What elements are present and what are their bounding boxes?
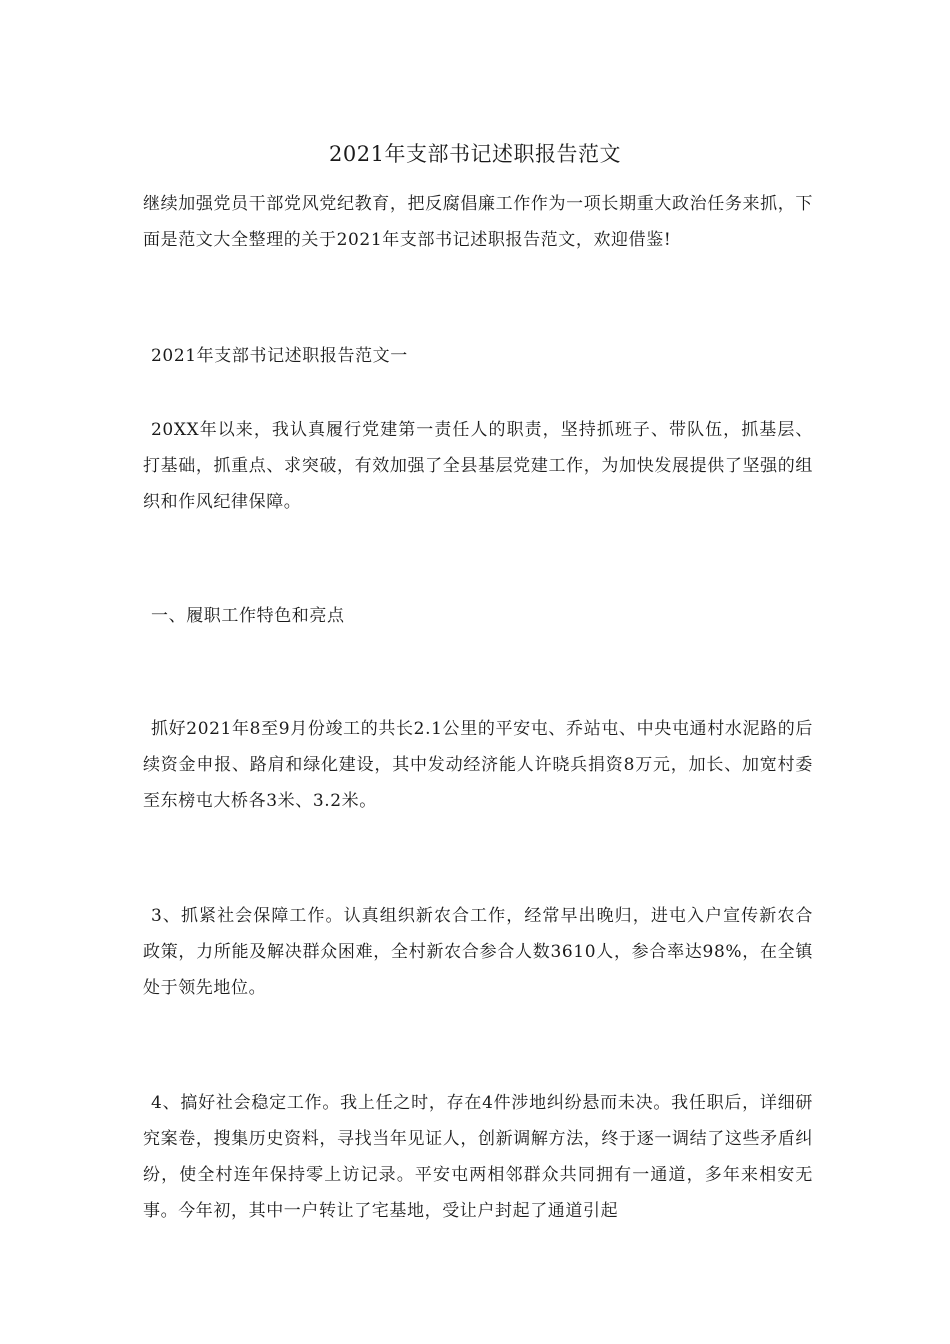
body-paragraph-4: 4、搞好社会稳定工作。我上任之时，存在4件涉地纠纷悬而未决。我任职后，详细研究案卷，搜集历史资料，寻找当年见证人，创新调解方法，终于逐一调结了这些矛盾纠纷，使全村连年保持零上访记录。平安屯两相邻群众共同拥有一通道，多年来相安无事。今年初，其中一户转让了宅基地，受让户封起了通道引起 (143, 1093, 813, 1221)
body-paragraph-2: 抓好2021年8至9月份竣工的共长2.1公里的平安屯、乔站屯、中央屯通村水泥路的后续资金申报、路肩和绿化建设，其中发动经济能人许晓兵捐资8万元，加长、加宽村委至东榜屯大桥各3米、3.2米。 (143, 719, 813, 811)
document-title: 2021年支部书记述职报告范文 (329, 142, 621, 166)
body-paragraph-3: 3、抓紧社会保障工作。认真组织新农合工作，经常早出晚归，进屯入户宣传新农合政策，力所能及解决群众困难，全村新农合参合人数3610人，参合率达98%，在全镇处于领先地位。 (143, 906, 813, 998)
section-heading: 2021年支部书记述职报告范文一 (151, 346, 408, 366)
body-paragraph-1: 20XX年以来，我认真履行党建第一责任人的职责，坚持抓班子、带队伍，抓基层、打基础，抓重点、求突破，有效加强了全县基层党建工作，为加快发展提供了坚强的组织和作风纪律保障。 (143, 420, 813, 512)
subheading-1: 一、履职工作特色和亮点 (151, 606, 345, 626)
intro-paragraph: 继续加强党员干部党风党纪教育，把反腐倡廉工作作为一项长期重大政治任务来抓，下面是范文大全整理的关于2021年支部书记述职报告范文，欢迎借鉴! (143, 194, 813, 250)
